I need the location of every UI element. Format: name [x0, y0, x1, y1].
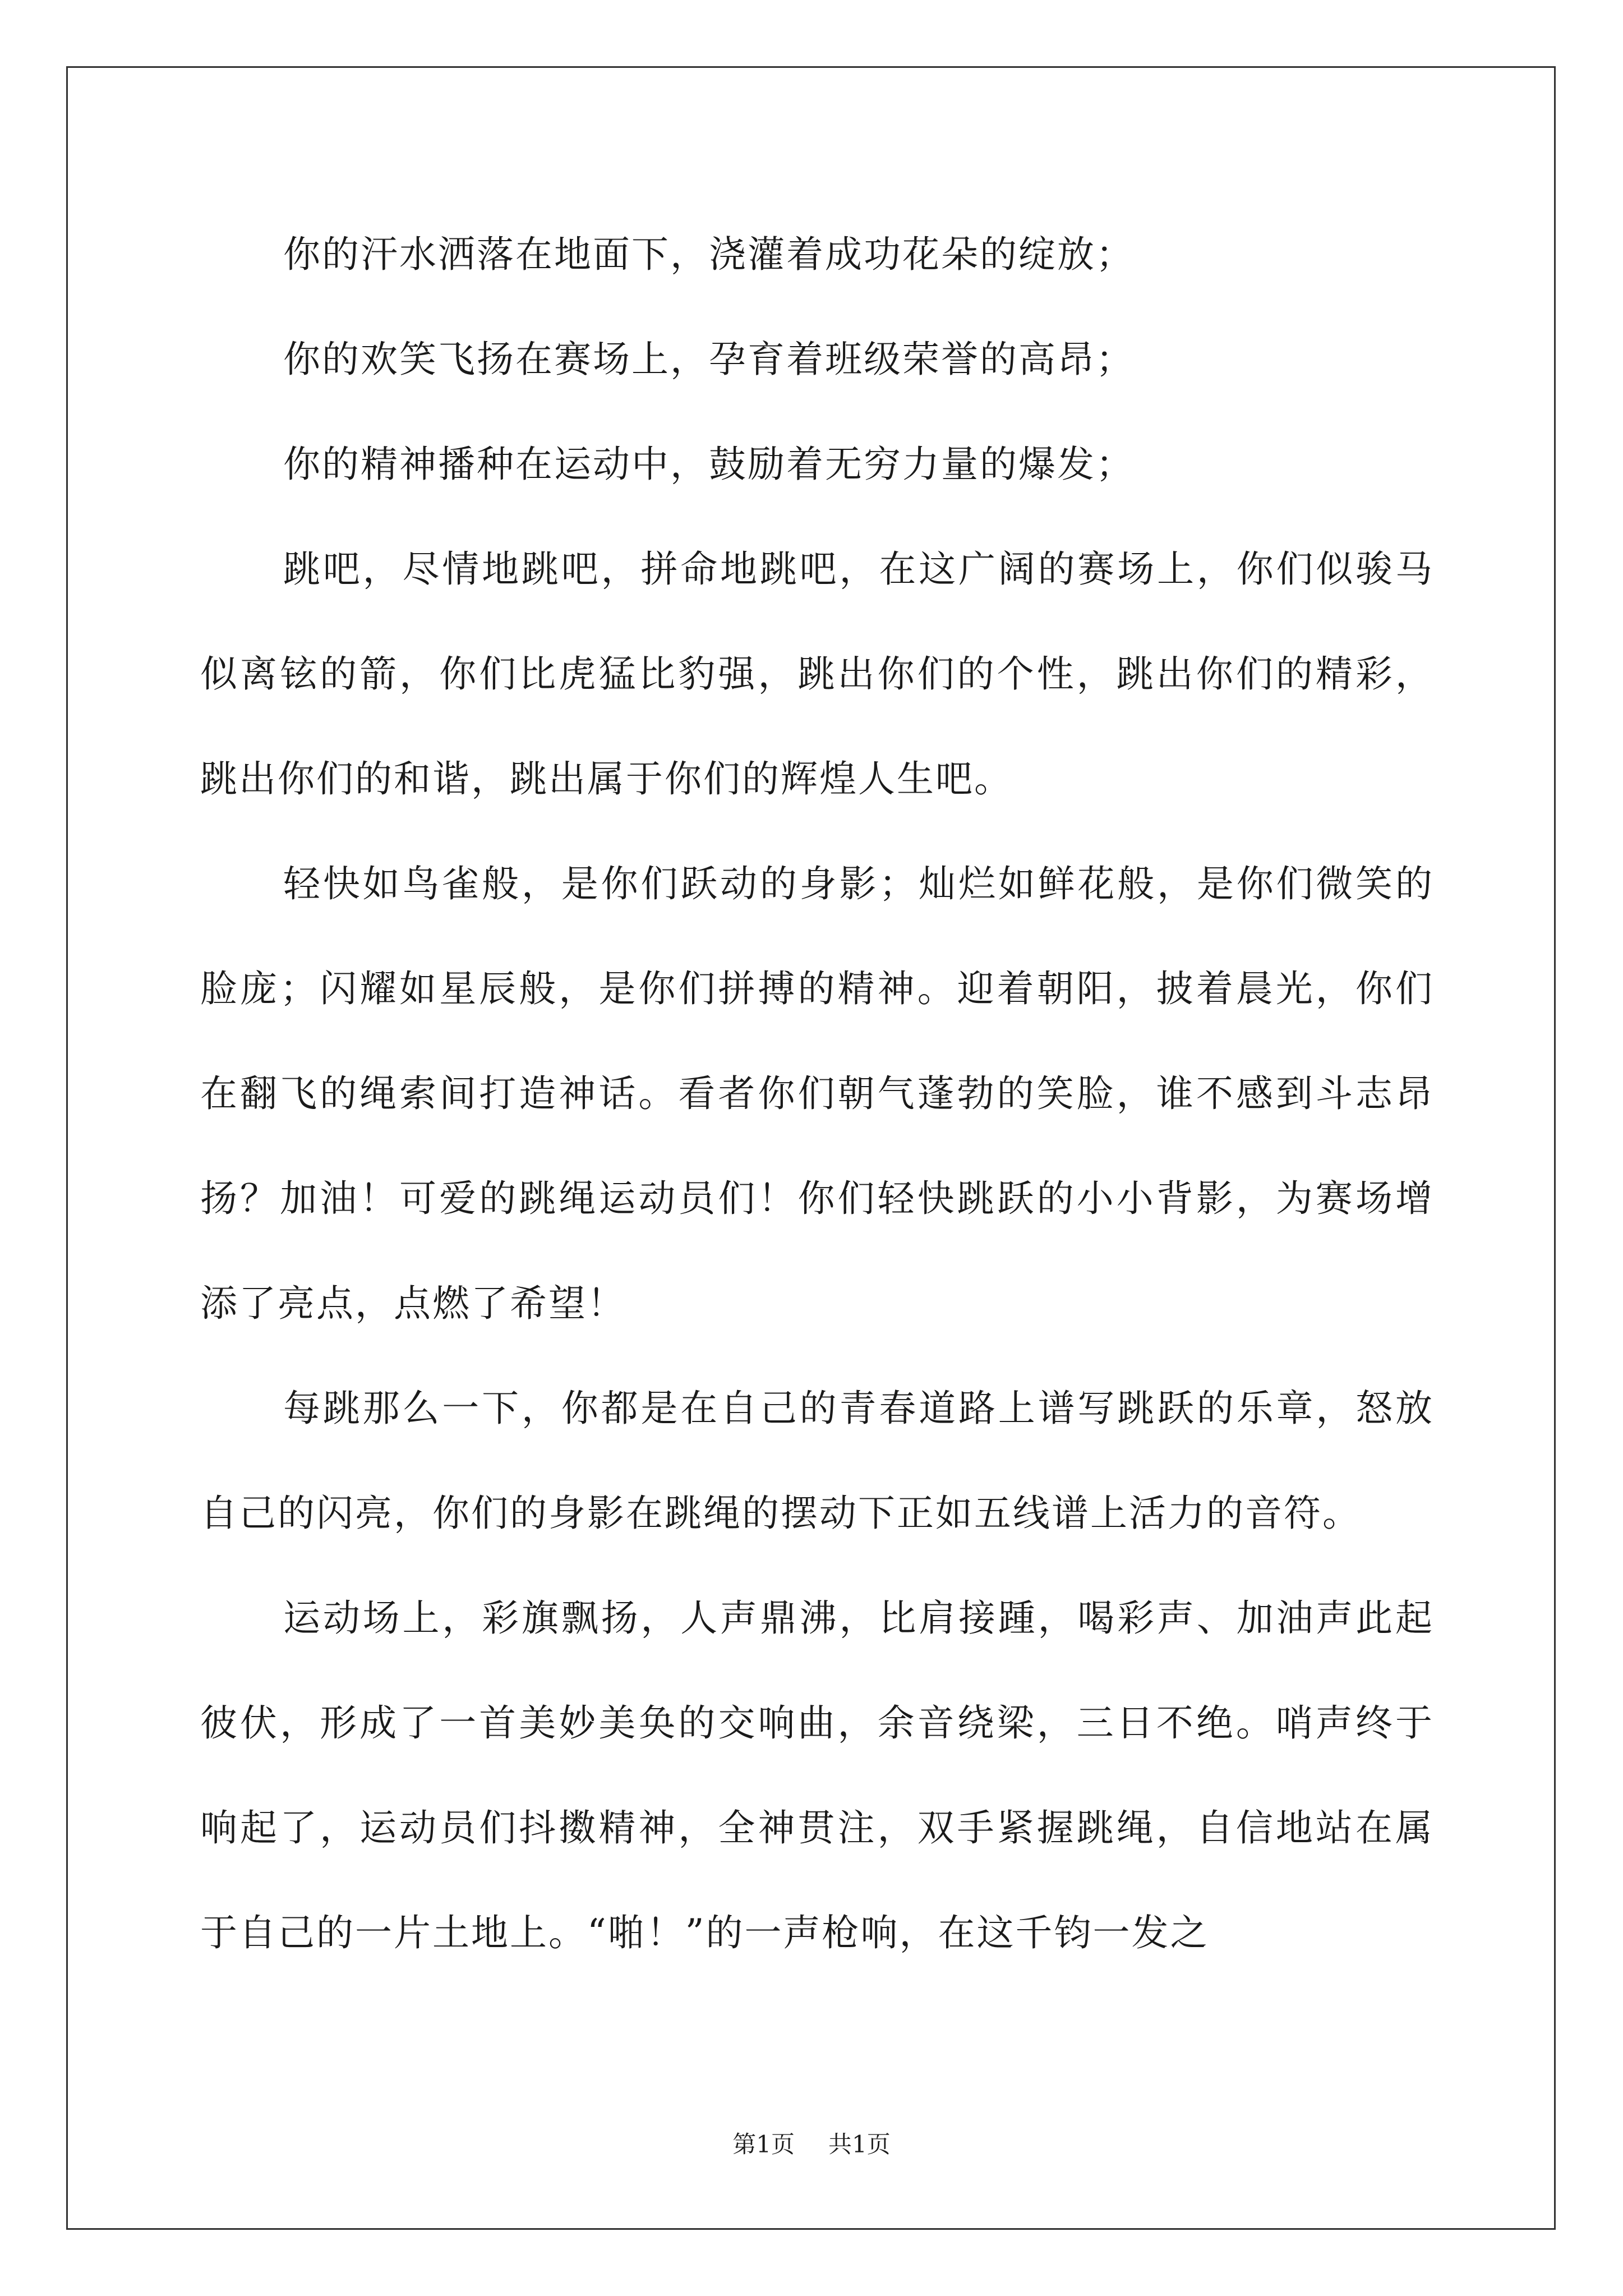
paragraph-4: 跳吧，尽情地跳吧，拼命地跳吧，在这广阔的赛场上，你们似骏马似离铉的箭，你们比虎猛比豹强，跳出你们的个性，跳出你们的精彩，跳出你们的和谐，跳出属于你们的辉煌人生吧。 [200, 547, 1434, 800]
page-number: 第1页 [732, 2131, 795, 2158]
page-total: 共1页 [828, 2131, 891, 2158]
document-body [200, 202, 1434, 1985]
paragraph-6: 每跳那么一下，你都是在自己的青春道路上谱写跳跃的乐章，怒放自己的闪亮，你们的身影在跳绳的摆动下正如五线谱上活力的音符。 [200, 1387, 1434, 1535]
page-footer [0, 2126, 1623, 2160]
paragraph-1: 你的汗水洒落在地面下，浇灌着成功花朵的绽放； [283, 233, 1135, 276]
paragraph-5: 轻快如鸟雀般，是你们跃动的身影；灿烂如鲜花般，是你们微笑的脸庞；闪耀如星辰般，是你们拼搏的精神。迎着朝阳，披着晨光，你们在翻飞的绳索间打造神话。看者你们朝气蓬勃的笑脸，谁不感到斗志昂扬？加油！可爱的跳绳运动员们！你们轻快跳跃的小小背影，为赛场增添了亮点，点燃了希望！ [200, 862, 1434, 1325]
paragraph-3: 你的精神播种在运动中，鼓励着无穷力量的爆发； [283, 443, 1135, 486]
paragraph-7: 运动场上，彩旗飘扬，人声鼎沸，比肩接踵，喝彩声、加油声此起彼伏，形成了一首美妙美奂的交响曲，余音绕梁，三日不绝。哨声终于响起了，运动员们抖擞精神，全神贯注，双手紧握跳绳，自信地站在属于自己的一片土地上。“啪！”的一声枪响，在这千钧一发之 [200, 1596, 1434, 1954]
paragraph-2: 你的欢笑飞扬在赛场上，孕育着班级荣誉的高昂； [283, 338, 1135, 381]
